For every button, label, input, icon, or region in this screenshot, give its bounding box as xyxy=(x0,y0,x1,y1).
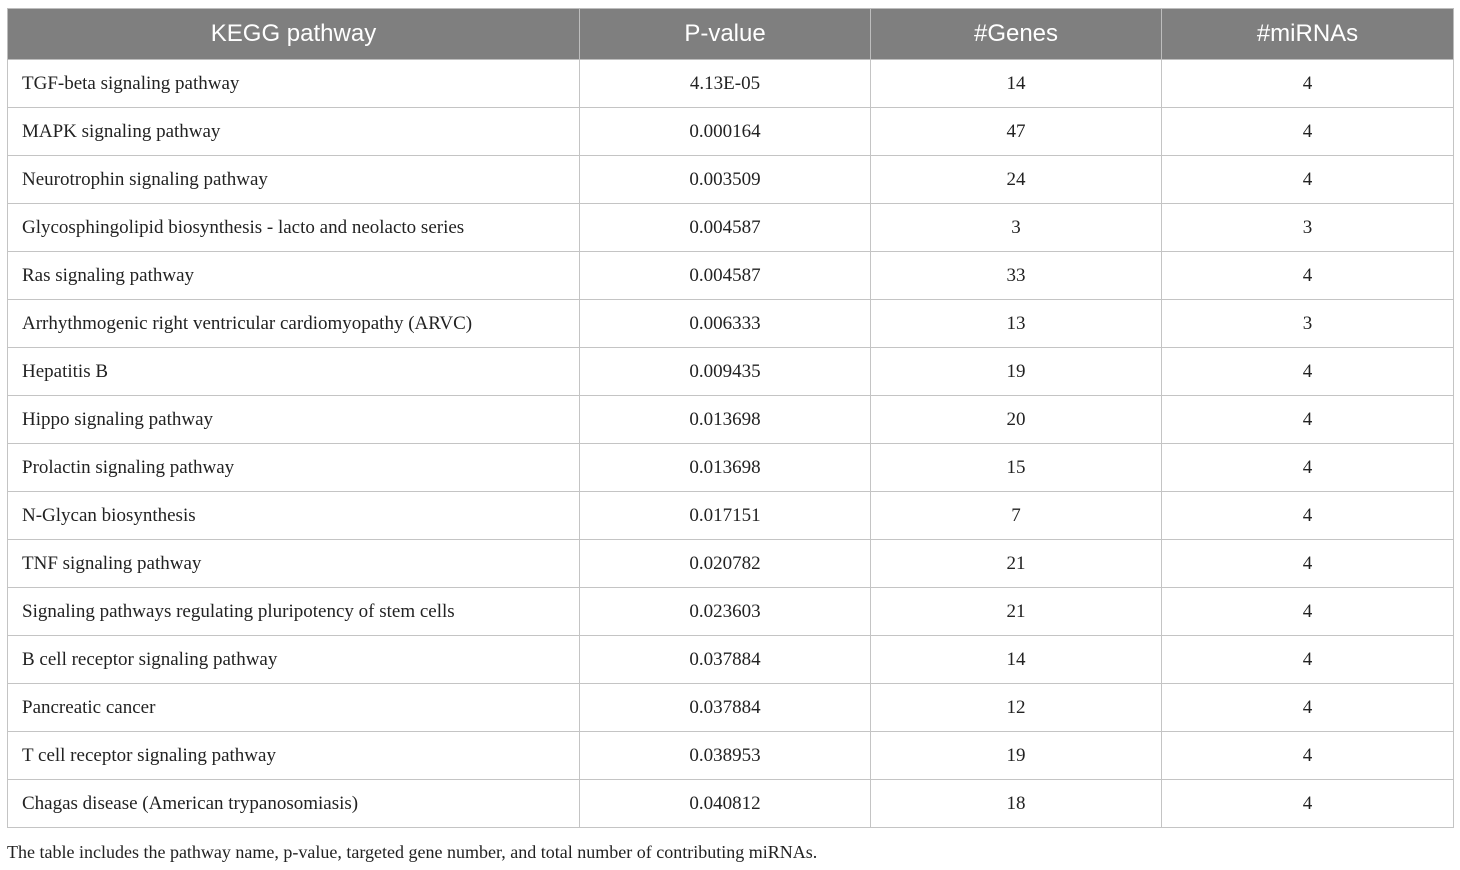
genes-cell: 20 xyxy=(871,396,1162,444)
p-value-cell: 0.004587 xyxy=(580,252,871,300)
mirnas-cell: 4 xyxy=(1162,156,1454,204)
header-row xyxy=(8,9,1454,60)
p-value-cell: 0.006333 xyxy=(580,300,871,348)
mirnas-cell: 4 xyxy=(1162,732,1454,780)
table-row xyxy=(8,444,1454,492)
kegg-pathway-table xyxy=(7,8,1454,828)
genes-cell: 21 xyxy=(871,540,1162,588)
p-value-cell: 0.040812 xyxy=(580,780,871,828)
pathway-cell: N-Glycan biosynthesis xyxy=(8,492,580,540)
mirnas-cell: 4 xyxy=(1162,396,1454,444)
table-row xyxy=(8,60,1454,108)
header-genes: #Genes xyxy=(871,9,1162,60)
table-row xyxy=(8,684,1454,732)
genes-cell: 12 xyxy=(871,684,1162,732)
table-row xyxy=(8,540,1454,588)
p-value-cell: 0.003509 xyxy=(580,156,871,204)
p-value-cell: 0.037884 xyxy=(580,684,871,732)
pathway-cell: Signaling pathways regulating pluripotency of stem cells xyxy=(8,588,580,636)
mirnas-cell: 4 xyxy=(1162,540,1454,588)
pathway-cell: T cell receptor signaling pathway xyxy=(8,732,580,780)
p-value-cell: 0.000164 xyxy=(580,108,871,156)
table-row xyxy=(8,300,1454,348)
p-value-cell: 0.013698 xyxy=(580,444,871,492)
pathway-cell: B cell receptor signaling pathway xyxy=(8,636,580,684)
genes-cell: 21 xyxy=(871,588,1162,636)
p-value-cell: 0.038953 xyxy=(580,732,871,780)
genes-cell: 33 xyxy=(871,252,1162,300)
p-value-cell: 4.13E-05 xyxy=(580,60,871,108)
table-row xyxy=(8,588,1454,636)
table-body xyxy=(8,60,1454,828)
genes-cell: 3 xyxy=(871,204,1162,252)
genes-cell: 13 xyxy=(871,300,1162,348)
header-p-value: P-value xyxy=(580,9,871,60)
pathway-cell: Prolactin signaling pathway xyxy=(8,444,580,492)
mirnas-cell: 4 xyxy=(1162,780,1454,828)
mirnas-cell: 4 xyxy=(1162,108,1454,156)
genes-cell: 24 xyxy=(871,156,1162,204)
pathway-cell: TNF signaling pathway xyxy=(8,540,580,588)
p-value-cell: 0.017151 xyxy=(580,492,871,540)
header-kegg-pathway: KEGG pathway xyxy=(8,9,580,60)
p-value-cell: 0.013698 xyxy=(580,396,871,444)
table-header xyxy=(8,9,1454,60)
table-row xyxy=(8,348,1454,396)
pathway-cell: Hippo signaling pathway xyxy=(8,396,580,444)
table-row xyxy=(8,780,1454,828)
pathway-cell: Arrhythmogenic right ventricular cardiomyopathy (ARVC) xyxy=(8,300,580,348)
mirnas-cell: 4 xyxy=(1162,252,1454,300)
genes-cell: 7 xyxy=(871,492,1162,540)
genes-cell: 47 xyxy=(871,108,1162,156)
table-row xyxy=(8,252,1454,300)
mirnas-cell: 4 xyxy=(1162,444,1454,492)
genes-cell: 18 xyxy=(871,780,1162,828)
mirnas-cell: 3 xyxy=(1162,204,1454,252)
genes-cell: 15 xyxy=(871,444,1162,492)
table-row xyxy=(8,732,1454,780)
p-value-cell: 0.009435 xyxy=(580,348,871,396)
genes-cell: 14 xyxy=(871,636,1162,684)
pathway-cell: Hepatitis B xyxy=(8,348,580,396)
table-caption: The table includes the pathway name, p-value, targeted gene number, and total number of contributing miRNAs. xyxy=(7,842,818,862)
mirnas-cell: 3 xyxy=(1162,300,1454,348)
p-value-cell: 0.037884 xyxy=(580,636,871,684)
mirnas-cell: 4 xyxy=(1162,60,1454,108)
genes-cell: 19 xyxy=(871,732,1162,780)
pathway-cell: MAPK signaling pathway xyxy=(8,108,580,156)
pathway-cell: Chagas disease (American trypanosomiasis) xyxy=(8,780,580,828)
pathway-cell: Pancreatic cancer xyxy=(8,684,580,732)
mirnas-cell: 4 xyxy=(1162,492,1454,540)
pathway-cell: Ras signaling pathway xyxy=(8,252,580,300)
p-value-cell: 0.023603 xyxy=(580,588,871,636)
p-value-cell: 0.004587 xyxy=(580,204,871,252)
pathway-cell: Neurotrophin signaling pathway xyxy=(8,156,580,204)
table-row xyxy=(8,204,1454,252)
table-row xyxy=(8,492,1454,540)
p-value-cell: 0.020782 xyxy=(580,540,871,588)
mirnas-cell: 4 xyxy=(1162,348,1454,396)
table-row xyxy=(8,156,1454,204)
mirnas-cell: 4 xyxy=(1162,684,1454,732)
mirnas-cell: 4 xyxy=(1162,636,1454,684)
genes-cell: 19 xyxy=(871,348,1162,396)
table-row xyxy=(8,396,1454,444)
genes-cell: 14 xyxy=(871,60,1162,108)
table-row xyxy=(8,636,1454,684)
mirnas-cell: 4 xyxy=(1162,588,1454,636)
header-mirnas: #miRNAs xyxy=(1162,9,1454,60)
pathway-cell: TGF-beta signaling pathway xyxy=(8,60,580,108)
pathway-cell: Glycosphingolipid biosynthesis - lacto and neolacto series xyxy=(8,204,580,252)
table-row xyxy=(8,108,1454,156)
